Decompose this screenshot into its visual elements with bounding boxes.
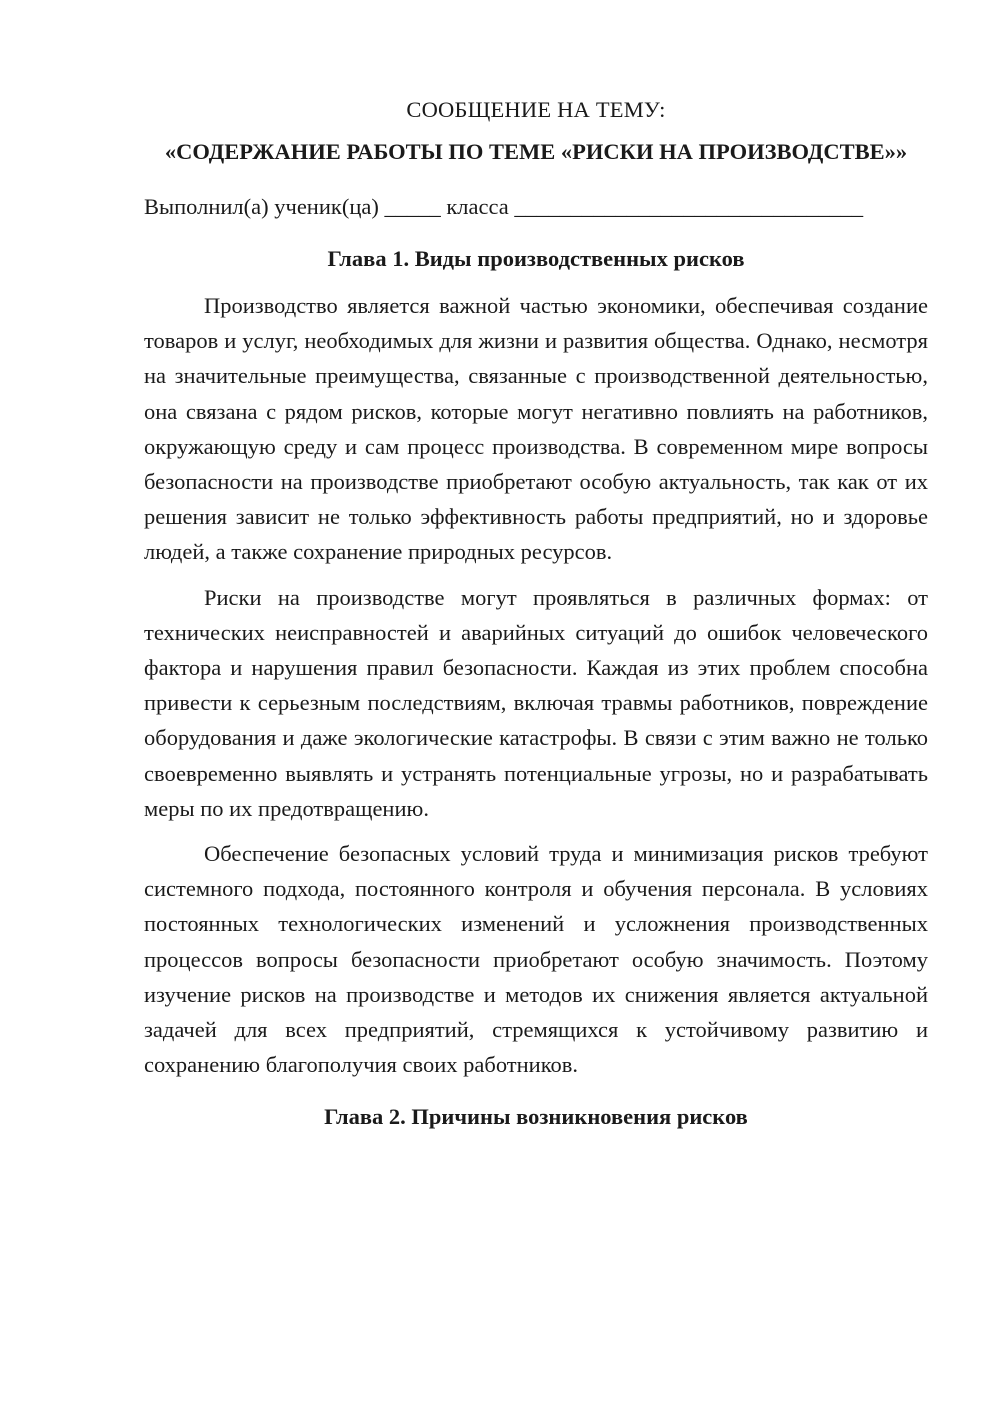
chapter-1-paragraph-2: Риски на производстве могут проявляться в различных формах: от технических неисправностей и аварийных ситуаций до ошибок человеческого фактора и нарушения правил безопасности. Каждая из этих проблем способна привести к серьезным последствиям, включая травмы работников, повреждение оборудования и даже экологические катастрофы. В связи с этим важно не только своевременно выявлять и устранять потенциальные угрозы, но и разрабатывать меры по их предотвращению. bbox=[144, 584, 928, 821]
document-page bbox=[144, 95, 928, 1134]
author-line: Выполнил(а) ученик(ца) _____ класса _______________________________ bbox=[144, 194, 864, 219]
chapter-1-paragraph-1: Производство является важной частью экономики, обеспечивая создание товаров и услуг, необходимых для жизни и развития общества. Однако, несмотря на значительные преимущества, связанные с производственной деятельностью, она связана с рядом рисков, которые могут негативно повлиять на работников, окружающую среду и сам процесс производства. В современном мире вопросы безопасности на производстве приобретают особую актуальность, так как от их решения зависит не только эффективность работы предприятий, но и здоровье людей, а также сохранение природных ресурсов. bbox=[144, 293, 928, 565]
document-title: «СОДЕРЖАНИЕ РАБОТЫ ПО ТЕМЕ «РИСКИ НА ПРОИЗВОДСТВЕ»» bbox=[164, 139, 908, 164]
chapter-1-heading: Глава 1. Виды производственных рисков bbox=[327, 246, 745, 271]
document-topic: СООБЩЕНИЕ НА ТЕМУ: bbox=[406, 97, 666, 122]
chapter-2-heading: Глава 2. Причины возникновения рисков bbox=[324, 1104, 748, 1130]
chapter-1-paragraph-3: Обеспечение безопасных условий труда и минимизация рисков требуют системного подхода, постоянного контроля и обучения персонала. В условиях постоянных технологических изменений и усложнения производственных процессов вопросы безопасности приобретают особую значимость. Поэтому изучение рисков на производстве и методов их снижения является актуальной задачей для всех предприятий, стремящихся к устойчивому развитию и сохранению благополучия своих работников. bbox=[144, 841, 928, 1078]
